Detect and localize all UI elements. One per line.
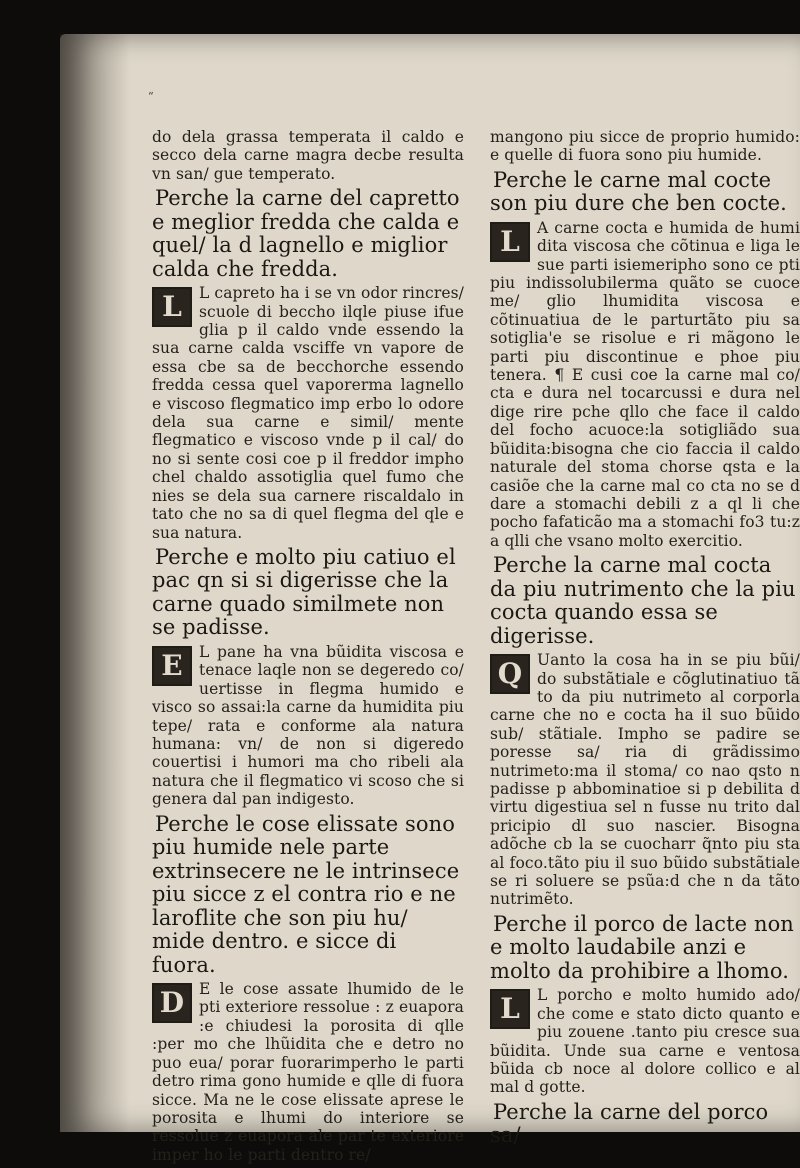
paragraph: D E le cose assate lhumido de le pti exteriore ressolue : z euapora :e chiudesi la porosita di qlle :per mo che lhũidita che e detro no puo eua/ porar fuorarimperho le parti detro rima gono humide e qlle di fuora sicce. Ma ne le cose elissate aprese le porosita e lhumi do interiore se ressolue z euapora ale par te exteriore imper ho le parti dentro re/	[152, 980, 464, 1164]
drop-cap-initial: L	[490, 222, 530, 262]
section-heading: Perche le cose elissate sono piu humide nele parte extrinsecere ne le intrinsece piu sicce z el contra rio e ne laroflite che son piu hu/ mide dentro. e sicce di fuora.	[152, 811, 460, 977]
continued-text: do dela grassa temperata il caldo e secco dela carne magra decbe resulta vn san/ gue temperato.	[152, 128, 464, 183]
section-heading: Perche la carne mal cocta da piu nutrimento che la piu cocta quando essa se digerisse.	[490, 553, 796, 648]
paragraph: Q Uanto la cosa ha in se piu bũi/ do substãtiale e cõglutinatiuo tã to da piu nutrimeto al corporla carne che no e cocta ha il suo bũido sub/ stãtiale. Impho se padire se poresse sa/ ria di grãdissimo nutrimeto:ma il stoma/ co nao qsto n padisse p abbominatioe si p debilita d virtu digestiua sel n fusse nu trito dal pricipio dl suo nascier. Bisogna adõche cb la se cuocharr q̃nto piu sta al foco.tãto piu il suo bũido substãtiale se ri soluere se psũa:d che n da tãto nutrimẽto.	[490, 651, 800, 909]
page-mark: “	[148, 90, 154, 103]
drop-cap-initial: E	[152, 646, 192, 686]
section-heading: Perche il porco de lacte non e molto laudabile anzi e molto da prohibire a lhomo.	[490, 911, 794, 983]
page-gutter-shadow	[60, 34, 130, 1132]
section-heading: Perche e molto piu catiuo el pac qn si si digerisse che la carne quado similmete non se padisse.	[152, 544, 456, 640]
section-heading: Perche la carne del capretto e meglior fredda che calda e quel/ la d lagnello e miglior calda che fredda.	[152, 186, 460, 281]
drop-cap-initial: Q	[490, 654, 530, 694]
paragraph: L L porcho e molto humido ado/ che come e stato dicto quanto e piu zouene .tanto piu cresce sua bũidita. Unde sua carne e ventosa bũida cb noce al dolore collico e al mal d gotte.	[490, 986, 800, 1097]
paragraph: L L capreto ha i se vn odor rincres/ scuole di beccho ilqle piuse ifue glia p il caldo vnde essendo la sua carne calda vsciffe vn vapore de essa cbe sa de becchorche essendo fredda cessa quel vaporerma lagnello e viscoso flegmatico imp erbo lo odore dela sua carne e simil/ mente flegmatico e viscoso vnde p il cal/ do no si sente cosi coe p il freddor impho chel chaldo assotiglia quel fumo che nies se dela sua carnere riscaldalo in tato che no sa di quel flegma del qle e sua natura.	[152, 284, 465, 542]
continued-text: mangono piu sicce de proprio humido: e quelle di fuora sono piu humide.	[490, 128, 800, 165]
paragraph: L A carne cocta e humida de humi dita viscosa che cõtinua e liga le sue parti isiemeripho sono ce pti piu indissolubilerma quãto se cuoce me/ glio lhumidita viscosa e cõtinuatiua de le parturtãto piu sa sotiglia'e se risolue e ri mãgono le parti piu discontinue e phoe piu tenera. ¶ E cusi coe la carne mal co/ cta e dura nel tocarcussi e dura nel dige rire pche qllo che face il caldo del focho acuoce:la sotigliãdo sua bũidita:bisogna che cio faccia il caldo naturale del stoma chorse qsta e la casiõe che la carne mal co cta no se d dare a stomachi debili z a ql li che pocho fafaticão ma a stomachi fo3 tu:z a qlli che vsano molto exercitio.	[490, 218, 800, 550]
left-column	[152, 128, 464, 1168]
right-column	[490, 128, 800, 1151]
section-heading: Perche la carne del porco sa/	[490, 1099, 769, 1148]
drop-cap-initial: L	[152, 287, 192, 327]
section-heading: Perche le carne mal cocte son piu dure che ben cocte.	[490, 167, 787, 216]
drop-cap-initial: D	[152, 983, 192, 1023]
drop-cap-initial: L	[490, 989, 530, 1029]
paragraph: E L pane ha vna bũidita viscosa e tenace laqle non se degeredo co/ uertisse in flegma humido e visco so assai:la carne da humidita piu tepe/ rata e conforme ala natura humana: vn/ de non si digeredo couertisi i humori ma cho ribeli ala natura che il flegmatico vi scoso che si genera dal pan indigesto.	[152, 642, 464, 809]
